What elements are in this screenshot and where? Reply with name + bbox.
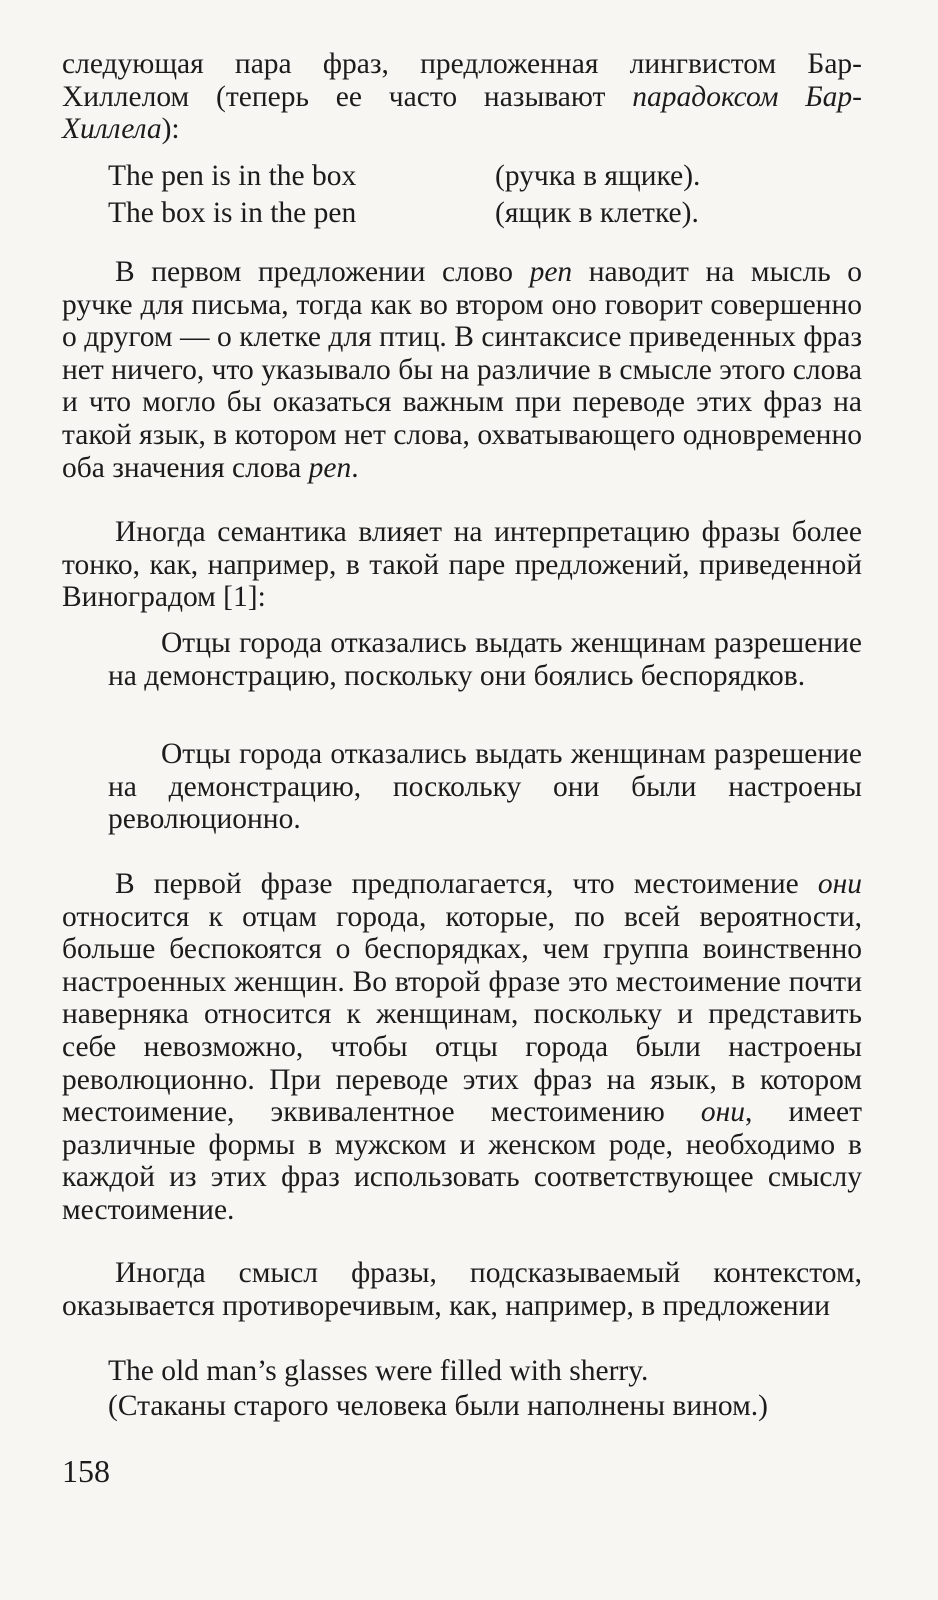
quote-1: Отцы города отказались выдать женщинам разрешение на демонстрацию, поскольку они боялись беспорядков.: [108, 627, 862, 692]
paragraph-1: [62, 256, 862, 484]
intro-term: парадоксом Бар-Хиллела: [62, 80, 863, 146]
paragraph-1-text-b: наводит на мысль о ручке для письма, тогда как во втором оно говорит совершенно о другом — о клетке для птиц. В синтаксисе приведенных фраз нет ничего, что указывало бы на различие в смысле этого слова и что могло бы оказаться важным при переводе этих фраз на такой язык, в котором нет слова, охватывающего одновременно оба значения слова: [62, 256, 862, 484]
intro-end: ):: [161, 113, 180, 146]
paragraph-1-term-1: pen: [529, 256, 573, 288]
paragraph-3-term-2: они: [700, 1096, 745, 1129]
example-1-russian: (ручка в ящике).: [495, 160, 701, 192]
paragraph-3-text-a: В первой фразе предполагается, что местоимение: [115, 868, 818, 900]
paragraph-3-text-c: , имеет различные формы в мужском и женском роде, необходимо в каждой из этих фраз использовать соответствующее смыслу местоимение.: [62, 1096, 862, 1226]
example-2-russian: (ящик в клетке).: [495, 197, 699, 229]
quote-2: Отцы города отказались выдать женщинам разрешение на демонстрацию, поскольку они были настроены революционно.: [108, 738, 862, 836]
paragraph-3-text-b: относится к отцам города, которые, по всей вероятности, больше беспокоятся о беспорядках, чем группа воинственно настроенных женщин. Во второй фразе это местоимение почти наверняка относится к женщинам, поскольку и представить себе невозможно, чтобы отцы города были настроены революционно. При переводе этих фраз на язык, в котором местоимение, эквивалентное местоимению: [62, 900, 862, 1129]
example-1-english: The pen is in the box: [108, 160, 357, 192]
example-3-english: The old man’s glasses were filled with sherry.: [108, 1355, 649, 1387]
paragraph-2: Иногда семантика влияет на интерпретацию фразы более тонко, как, например, в такой паре предложений, приведенной Виноградом [1]:: [62, 516, 862, 614]
paragraph-4: Иногда смысл фразы, подсказываемый контекстом, оказывается противоречивым, как, например, в предложении: [62, 1257, 862, 1322]
paragraph-1-term-2: pen: [308, 451, 352, 484]
example-2-english: The box is in the pen: [108, 197, 357, 229]
paragraph-3-term-1: они: [817, 868, 862, 900]
paragraph-1-text-a: В первом предложении слово: [115, 256, 530, 288]
paragraph-3: [62, 868, 862, 1227]
page-number: 158: [62, 1453, 110, 1489]
intro-text: следующая пара фраз, предложенная лингвистом Бар-Хиллелом (теперь ее часто называют: [62, 48, 862, 113]
intro-paragraph: [62, 48, 862, 146]
paragraph-1-text-c: .: [351, 451, 359, 484]
example-3-russian: (Стаканы старого человека были наполнены вином.): [108, 1390, 768, 1422]
